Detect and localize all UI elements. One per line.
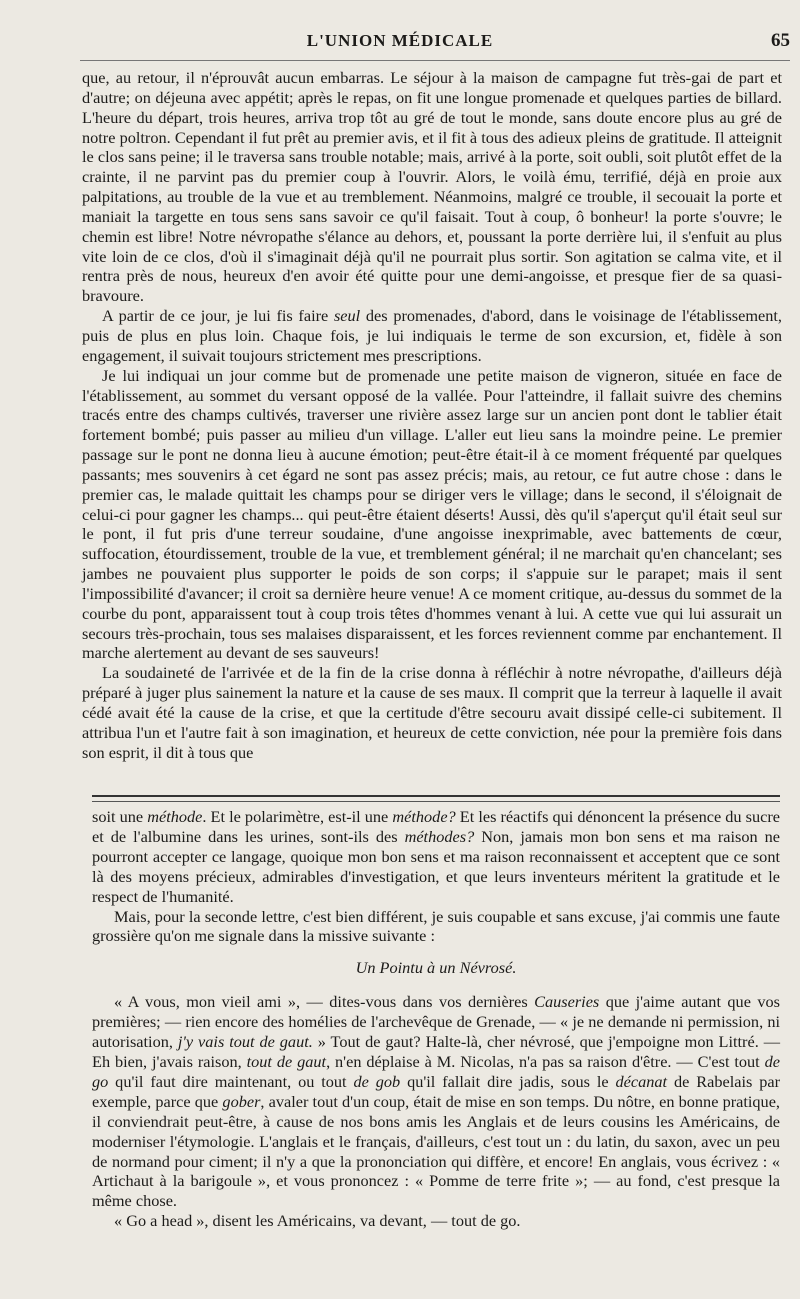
main-article-body bbox=[82, 68, 782, 763]
main-paragraph bbox=[82, 306, 782, 366]
text-run: , avaler tout d'un coup, était de mise en son temps. Du nôtre, en bonne pratique, il conviendrait peut-être, à cause de nos bons amis les Anglais et de leurs cousins les Américains, de moderniser l'étymologie. L'anglais et le français, d'ailleurs, c'est tout un : du latin, du saxon, avec un peu de normand pour ciment; il n'y a que la prononciation qui diffère, et encore! En anglais, vous écrivez : « Artichaut à la barigoule », et vous prononcez : « Pomme de terre frite »; — au fond, c'est presque la même chose. bbox=[92, 1091, 780, 1211]
page-number: 65 bbox=[771, 30, 790, 51]
feuilleton-divider bbox=[92, 795, 780, 802]
text-run: des promenades, d'abord, dans le voisinage de l'établissement, puis de plus en plus loin. Chaque fois, je lui indiquais le terme de son excursion, et, fidèle à son engagement, il suivait toujours strictement mes prescriptions. bbox=[82, 306, 782, 365]
header-rule bbox=[80, 60, 790, 61]
feuilleton-paragraph: « Go a head », disent les Américains, va devant, — tout de go. bbox=[114, 1211, 521, 1231]
text-run: qu'il fallait dire jadis, sous le bbox=[400, 1071, 616, 1091]
feuilleton-paragraph bbox=[92, 807, 780, 907]
text-run: qu'il faut dire maintenant, ou tout bbox=[108, 1071, 354, 1091]
italic-run: méthodes? bbox=[404, 826, 475, 846]
main-paragraph: La soudaineté de l'arrivée et de la fin de la crise donna à réfléchir à notre névropathe, d'ailleurs déjà préparé à juger plus sainement la nature et la cause de ses maux. Il comprit que la terreur à laquelle il avait cédé avait été la cause de la crise, et que la certitude d'être secouru avait dissipé celle-ci subitement. Il attribua l'un et l'autre fait à son imagination, et heureux de cette conviction, née pour la première fois dans son esprit, il dit à tous que bbox=[82, 663, 782, 762]
italic-run: seul bbox=[333, 306, 361, 326]
italic-run: j'y vais tout de gaut. bbox=[177, 1032, 313, 1052]
italic-run: Causeries bbox=[534, 992, 600, 1012]
text-run: A partir de ce jour, je lui fis faire bbox=[102, 306, 334, 326]
text-run: « A vous, mon vieil ami », — dites-vous dans vos dernières bbox=[114, 992, 535, 1012]
text-run: soit une bbox=[92, 807, 148, 826]
running-header bbox=[0, 28, 800, 54]
text-run: Et les réactifs qui dénoncent la présence du sucre et de l'albumine dans les urines, sont-ils des bbox=[92, 807, 780, 846]
text-run: , n'en déplaise à M. Nicolas, n'a pas sa raison d'être. — C'est tout bbox=[326, 1051, 765, 1071]
text-run: » Tout de gaut? Halte-là, cher névrosé, que j'empoigne mon Littré. — Eh bien, j'avais raison, bbox=[92, 1032, 780, 1071]
text-run: que j'aime autant que vos premières; — rien encore des homélies de l'archevêque de Grenade, — « je ne demande ni permission, ni autorisation, bbox=[92, 992, 780, 1052]
italic-run: méthode bbox=[147, 807, 203, 826]
main-paragraph: que, au retour, il n'éprouvât aucun embarras. Le séjour à la maison de campagne fut très-gai de part et d'autre; on déjeuna avec appétit; après le repas, on fit une longue promenade et quelques parties de billard. L'heure du départ, trois heures, arriva trop tôt au gré de tout le monde, sans doute encore plus au gré de notre poltron. Cependant il fut prêt au premier avis, et il fit à tous des adieux pleins de gratitude. Il atteignit le clos sans peine; il le traversa sans trouble notable; mais, arrivé à la porte, soit oubli, soit plutôt effet de la crainte, il ne parvint pas du premier coup à l'ouvrir. Alors, le voilà ému, terrifié, déjà en proie aux palpitations, au trouble de la vue et au tremblement. Néanmoins, malgré ce trouble, il secouait la porte et maniait la targette en tous sens sans savoir ce qu'il faisait. Tout à coup, ô bonheur! la porte s'ouvre; le chemin est libre! Notre névropathe s'élance au dehors, et, poussant la porte derrière lui, il s'enfuit au plus vite loin de ce clos, d'où il s'imaginait déjà qu'il ne pourrait plus sortir. Son agitation se calma vite, et il rentra près de nous, heureux d'en avoir été quitte pour une demi-angoisse, et presque fier de sa quasi-bravoure. bbox=[82, 68, 782, 306]
main-paragraph: Je lui indiquai un jour comme but de promenade une petite maison de vigneron, située en face de l'établissement, au sommet du versant opposé de la vallée. Pour l'atteindre, il fallait suivre des chemins tracés entre des champs cultivés, traverser une rivière assez large sur un ancien pont dont le tablier était fortement bombé; puis passer au milieu d'un village. L'aller eut lieu sans la moindre peine. Le premier passage sur le pont ne donna lieu à aucune émotion; peut-être était-il à ce moment fréquenté par quelques passants; mes souvenirs à cet égard ne sont pas assez précis; mais, au retour, ce fut autre chose : dans le premier cas, le malade quittait les champs pour se diriger vers le village; dans le second, il s'éloignait de celui-ci pour gagner les champs... qui peut-être étaient déserts! Aussi, dès qu'il s'aperçut qu'il était seul sur le pont, il fut pris d'une terreur soudaine, d'une angoisse inexprimable, avec battements de cœur, suffocation, étourdissement, trouble de la vue, et tremblement général; il ne marchait qu'en chancelant; ses jambes ne pouvaient plus supporter le poids de son corps; il s'appuie sur le parapet; mais il sent l'impossibilité d'avancer; il croit sa dernière heure venue! A ce moment critique, au-dessus du sommet de la courbe du pont, apparaissent tout à coup trois têtes d'hommes venant à lui. A cette vue qui lui assurait un secours très-prochain, tous ses malaises disparaissent, et les forces reviennent comme par enchantement. Il marche alertement au devant de ses sauveurs! bbox=[82, 365, 782, 663]
italic-run: gober bbox=[222, 1091, 261, 1111]
italic-run: méthode? bbox=[392, 807, 456, 826]
text-run: Non, jamais mon bon sens et ma raison ne pourront accepter ce langage, quoique mon bon sens et ma raison reconnaissent et acceptent que ce sont là des moyens précieux, admirables d'investigation, et que leurs inventeurs méritent la gratitude et le respect de l'humanité. bbox=[92, 826, 780, 906]
feuilleton-paragraph: Mais, pour la seconde lettre, c'est bien différent, je suis coupable et sans excuse, j'ai commis une faute grossière qu'on me signale dans la missive suivante : bbox=[92, 906, 780, 946]
feuilleton-paragraph bbox=[92, 992, 780, 1211]
text-run: de Rabelais par exemple, parce que bbox=[92, 1071, 780, 1111]
section-title: Un Pointu à un Névrosé. bbox=[355, 958, 517, 978]
italic-run: de gob bbox=[353, 1071, 401, 1091]
feuilleton-body bbox=[92, 807, 780, 1231]
italic-run: décanat bbox=[615, 1071, 668, 1091]
italic-run: de go bbox=[92, 1051, 780, 1091]
journal-title: L'UNION MÉDICALE bbox=[306, 31, 494, 50]
italic-run: tout de gaut bbox=[246, 1051, 327, 1071]
text-run: . Et le polarimètre, est-il une bbox=[202, 807, 393, 826]
